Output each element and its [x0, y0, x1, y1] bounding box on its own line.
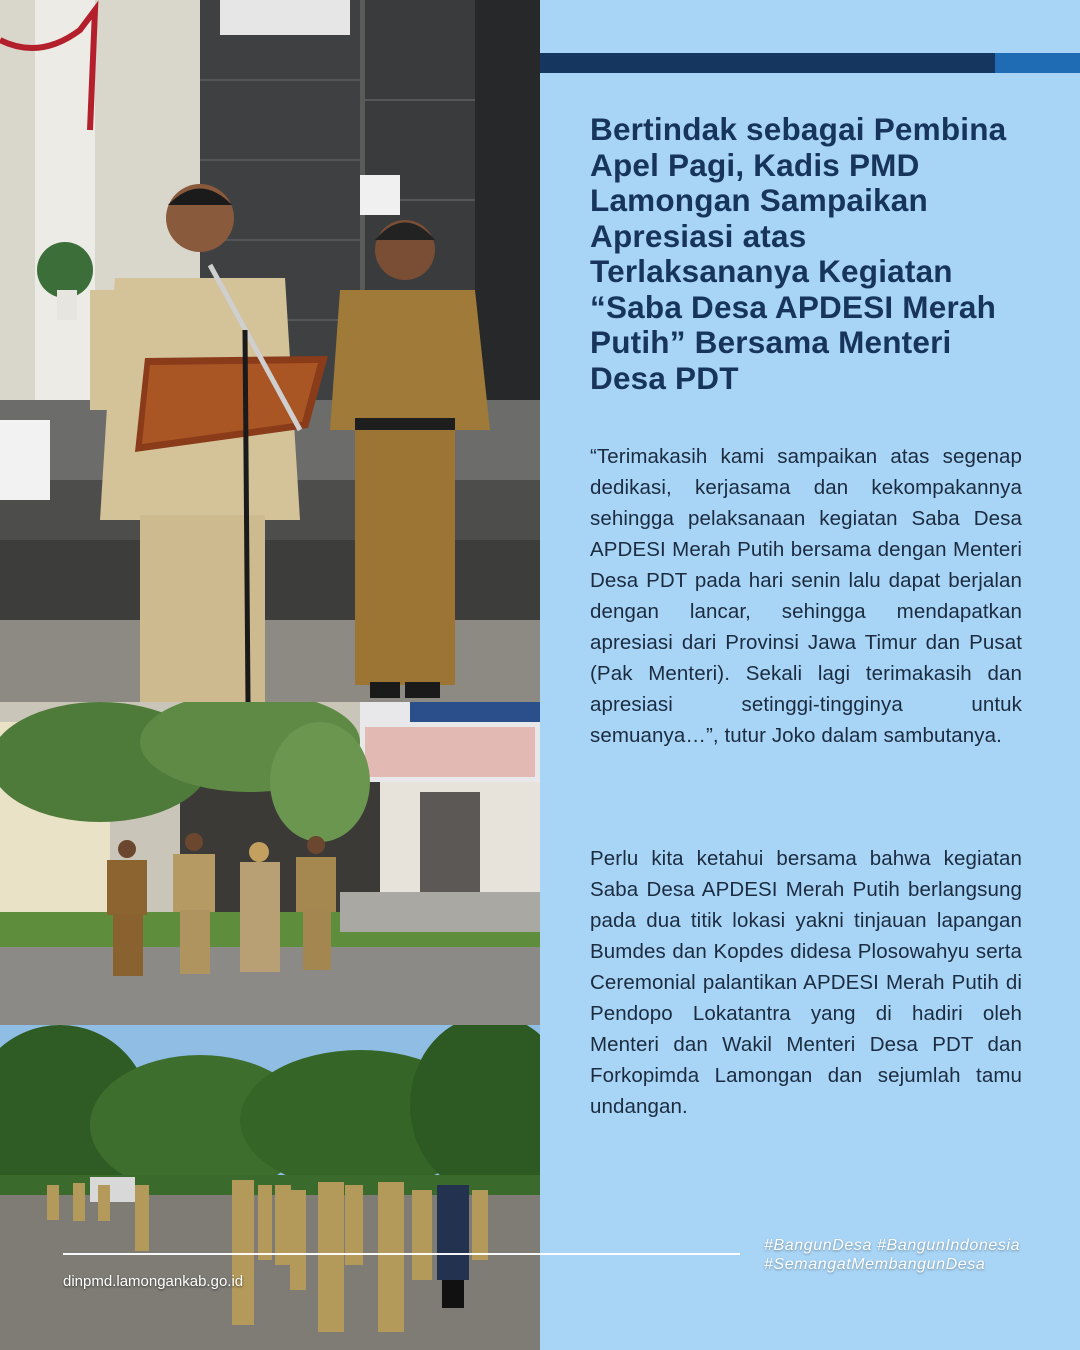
top-accent-bar [540, 53, 995, 73]
quote-paragraph: “Terimakasih kami sampaikan atas segenap dedikasi, kerjasama dan kekompakannya sehingga pelaksanaan kegiatan Saba Desa APDESI Merah Putih bersama dengan Menteri Desa PDT pada hari senin lalu dapat berjalan dengan lancar, sehingga mendapatkan apresiasi dari Provinsi Jawa Timur dan Pusat (Pak Menteri). Sekali lagi terimakasih dan apresiasi setinggi-tingginya untuk semuanya…”, tutur Joko dalam sambutanya. [590, 445, 1022, 747]
photo-speaker-at-podium [0, 0, 540, 702]
hashtag-line-2: #SemangatMembangunDesa [764, 1256, 986, 1273]
photo-staff-assembly [0, 1025, 540, 1350]
hashtag-line-1: #BangunDesa #BangunIndonesia [764, 1237, 1021, 1254]
body-paragraph: Perlu kita ketahui bersama bahwa kegiatan Saba Desa APDESI Merah Putih berlangsung pada dua titik lokasi yakni tinjauan lapangan Bumdes dan Kopdes didesa Plosowahyu serta Ceremonial palantikan APDESI Merah Putih di Pendopo Lokatantra yang di hadiri oleh Menteri dan Wakil Menteri Desa PDT dan Forkopimda Lamongan dan sejumlah tamu undangan. [590, 847, 1022, 1118]
top-accent-bar-end [995, 53, 1080, 73]
headline: Bertindak sebagai Pembina Apel Pagi, Kadis PMD Lamongan Sampaikan Apresiasi atas Terlaksananya Kegiatan “Saba Desa APDESI Merah Putih” Bersama Menteri Desa PDT [590, 111, 1007, 396]
footer-divider [63, 1253, 740, 1255]
hashtags [764, 1236, 1020, 1274]
website-url: dinpmd.lamongankab.go.id [63, 1273, 244, 1290]
photo-officers-in-line [0, 702, 540, 1025]
